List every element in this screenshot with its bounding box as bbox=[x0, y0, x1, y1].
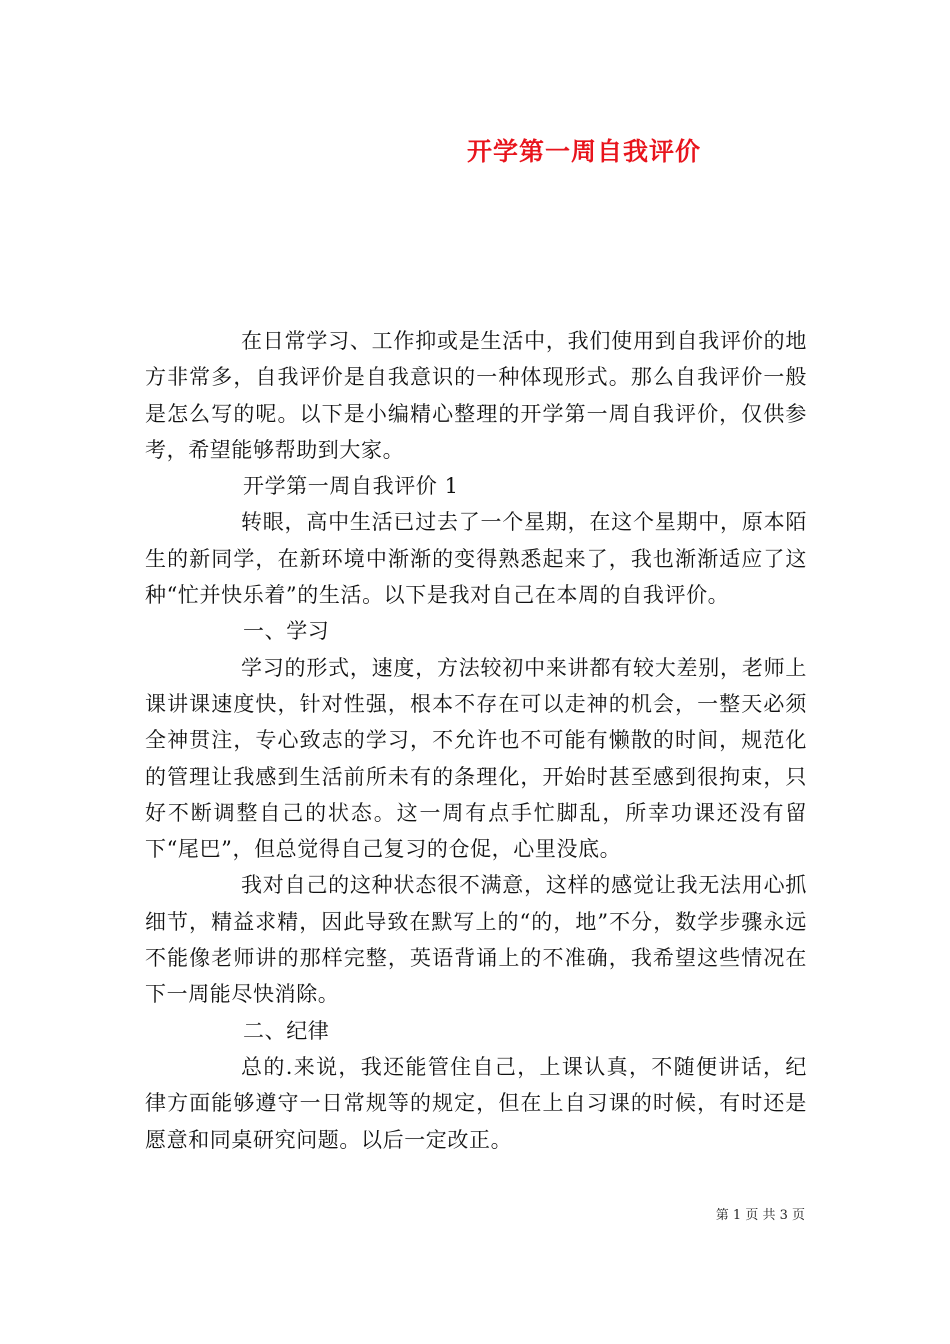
paragraph-self-reflection: 我对自己的这种状态很不满意，这样的感觉让我无法用心抓细节，精益求精，因此导致在默写上的“的，地”不分，数学步骤永远不能像老师讲的那样完整，英语背诵上的不准确，我希望这些情况在下一周能尽快消除。 bbox=[145, 873, 807, 1007]
document-body bbox=[145, 323, 807, 1158]
section-heading-discipline: 二、纪律 bbox=[243, 1018, 330, 1043]
page-footer: 第 1 页 共 3 页 bbox=[715, 1208, 805, 1223]
section-heading-evaluation-1: 开学第一周自我评价 1 bbox=[243, 474, 459, 499]
paragraph-discipline: 总的.来说，我还能管住自己，上课认真，不随便讲话，纪律方面能够遵守一日常规等的规定，但在上自习课的时候，有时还是愿意和同桌研究问题。以后一定改正。 bbox=[145, 1054, 807, 1152]
page-title: 开学第一周自我评价 bbox=[466, 137, 701, 166]
paragraph-study: 学习的形式，速度，方法较初中来讲都有较大差别，老师上课讲课速度快，针对性强，根本不存在可以走神的机会，一整天必须全神贯注，专心致志的学习，不允许也不可能有懒散的时间，规范化的管理让我感到生活前所未有的条理化，开始时甚至感到很拘束，只好不断调整自己的状态。这一周有点手忙脚乱，所幸功课还没有留下“尾巴”，但总觉得自己复习的仓促，心里没底。 bbox=[145, 655, 807, 862]
intro-paragraph: 在日常学习、工作抑或是生活中，我们使用到自我评价的地方非常多，自我评价是自我意识的一种体现形式。那么自我评价一般是怎么写的呢。以下是小编精心整理的开学第一周自我评价，仅供参考，希望能够帮助到大家。 bbox=[145, 329, 807, 462]
section-heading-study: 一、学习 bbox=[243, 619, 330, 644]
paragraph-opening: 转眼，高中生活已过去了一个星期，在这个星期中，原本陌生的新同学，在新环境中渐渐的变得熟悉起来了，我也渐渐适应了这种“忙并快乐着”的生活。以下是我对自己在本周的自我评价。 bbox=[145, 510, 807, 608]
